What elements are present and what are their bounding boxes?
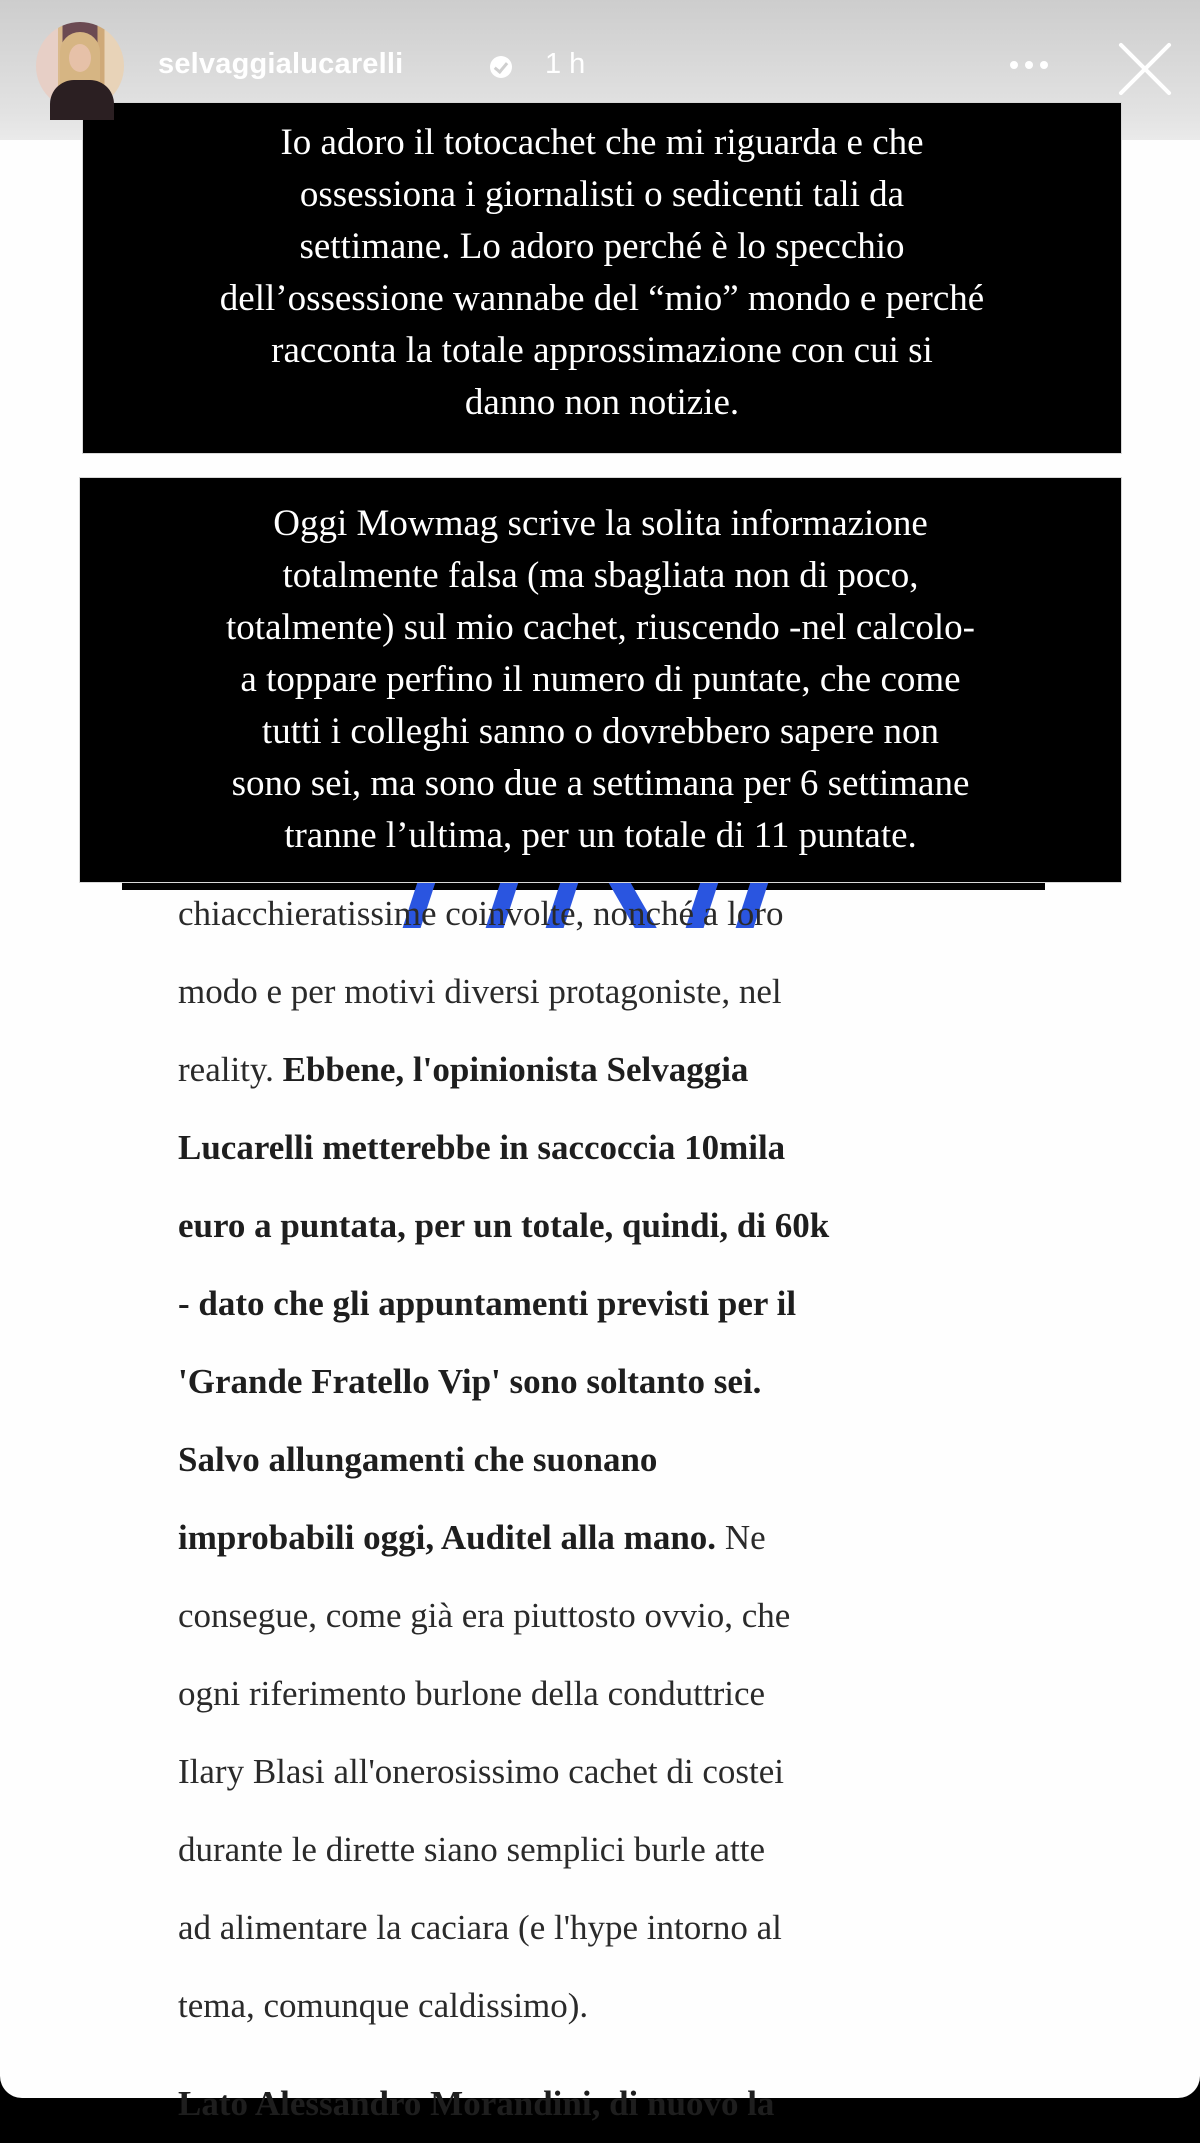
avatar[interactable] bbox=[36, 22, 124, 110]
article-line: improbabili oggi, Auditel alla mano. Ne bbox=[178, 1518, 766, 1557]
username-link[interactable]: selvaggialucarelli bbox=[158, 48, 404, 80]
overlay-line: settimane. Lo adoro perché è lo specchio bbox=[299, 226, 905, 267]
article-line: Lucarelli metterebbe in saccoccia 10mila bbox=[178, 1128, 786, 1167]
article-line: modo e per motivi diversi protagoniste, nel bbox=[178, 972, 782, 1011]
overlay-line: Oggi Mowmag scrive la solita informazione bbox=[273, 503, 928, 544]
overlay-line: ossessiona i giornalisti o sedicenti tali da bbox=[299, 174, 905, 215]
article-line: Ilary Blasi all'onerosissimo cachet di costei bbox=[178, 1752, 785, 1791]
overlay-line: a toppare perfino il numero di puntate, che come bbox=[240, 659, 961, 700]
article-line: 'Grande Fratello Vip' sono soltanto sei. bbox=[178, 1362, 762, 1401]
article-line-clipped: Lato Alessandro Morandini, di nuovo la bbox=[178, 2084, 775, 2123]
article-line: consegue, come già era piuttosto ovvio, che bbox=[178, 1596, 791, 1635]
avatar-body bbox=[50, 80, 114, 120]
overlay-line: totalmente) sul mio cachet, riuscendo -nel calcolo- bbox=[226, 607, 975, 648]
overlay-line: tranne l’ultima, per un totale di 11 puntate. bbox=[284, 815, 917, 856]
article-line: - dato che gli appuntamenti previsti per il bbox=[178, 1284, 797, 1323]
more-options-icon[interactable] bbox=[1010, 55, 1060, 75]
overlay-line: tutti i colleghi sanno o dovrebbero sapere non bbox=[261, 711, 940, 752]
article-line: ad alimentare la caciara (e l'hype intorno al bbox=[178, 1908, 782, 1947]
close-icon[interactable] bbox=[1115, 38, 1175, 98]
story-text-overlay-1 bbox=[83, 103, 1121, 453]
overlay-line: dell’ossessione wannabe del “mio” mondo e perché bbox=[219, 278, 985, 319]
article-line: Salvo allungamenti che suonano bbox=[178, 1440, 658, 1479]
verified-badge-icon bbox=[490, 56, 512, 78]
overlay-line: sono sei, ma sono due a settimana per 6 settimane bbox=[231, 763, 970, 804]
article-line: ogni riferimento burlone della conduttrice bbox=[178, 1674, 766, 1713]
article-line: tema, comunque caldissimo). bbox=[178, 1986, 589, 2025]
article-line: durante le dirette siano semplici burle atte bbox=[178, 1830, 766, 1869]
article-line: chiacchieratissime coinvolte, nonché a loro bbox=[178, 894, 784, 933]
story-text-overlay-2 bbox=[80, 478, 1121, 882]
overlay-line: racconta la totale approssimazione con cui si bbox=[271, 330, 933, 371]
article-line: euro a puntata, per un totale, quindi, di 60k bbox=[178, 1206, 830, 1245]
avatar-face bbox=[69, 44, 91, 72]
overlay-line: Io adoro il totocachet che mi riguarda e che bbox=[280, 122, 924, 163]
overlay-line: totalmente falsa (ma sbagliata non di poco, bbox=[282, 555, 919, 596]
overlay-line: danno non notizie. bbox=[464, 382, 740, 423]
article-line: reality. Ebbene, l'opinionista Selvaggia bbox=[178, 1050, 749, 1089]
post-time: 1 h bbox=[545, 48, 586, 80]
article-body bbox=[178, 875, 1078, 2123]
